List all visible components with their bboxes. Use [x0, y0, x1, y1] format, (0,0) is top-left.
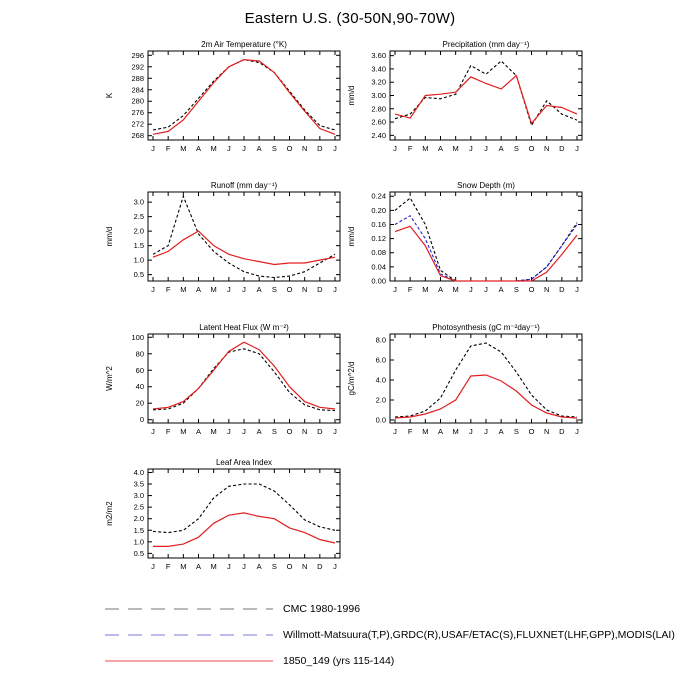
x-tick-label: M [180, 285, 187, 294]
x-tick-label: O [528, 427, 535, 436]
chart-title: Precipitation (mm day⁻¹) [442, 40, 530, 49]
y-tick-label: 1.5 [133, 241, 144, 251]
y-axis-label: m2/m2 [105, 501, 114, 526]
x-tick-label: J [393, 427, 397, 436]
chart-title: Latent Heat Flux (W m⁻²) [199, 323, 289, 332]
x-tick-label: A [498, 144, 504, 153]
chart-title: Snow Depth (m) [457, 181, 515, 190]
chart-svg [96, 321, 346, 451]
series-line [395, 343, 577, 417]
x-tick-label: J [575, 427, 579, 436]
x-tick-label: J [468, 285, 473, 294]
x-tick-label: A [498, 285, 504, 294]
x-tick-label: M [422, 285, 429, 294]
plot-frame [148, 334, 340, 423]
x-tick-label: J [468, 427, 473, 436]
x-tick-label: J [151, 562, 155, 571]
y-tick-label: 272 [131, 119, 144, 129]
chart-svg [338, 321, 588, 451]
chart-title: Photosynthesis (gC m⁻²day⁻¹) [432, 323, 540, 332]
x-tick-label: A [195, 285, 202, 294]
y-tick-label: 0.0 [375, 415, 386, 425]
x-tick-label: F [165, 285, 171, 294]
y-tick-label: 276 [131, 108, 144, 118]
series-line [153, 196, 335, 277]
x-tick-label: J [333, 285, 337, 294]
x-tick-label: J [242, 562, 246, 571]
x-tick-label: M [210, 144, 217, 153]
y-tick-label: 0.04 [371, 262, 386, 272]
y-tick-label: 292 [131, 62, 144, 72]
x-tick-label: A [437, 144, 444, 153]
y-axis-label: K [105, 92, 114, 99]
x-tick-label: A [256, 427, 262, 436]
x-tick-label: N [301, 427, 308, 436]
x-tick-label: N [301, 562, 308, 571]
chart-svg [338, 38, 588, 168]
x-tick-label: J [242, 427, 246, 436]
x-tick-label: J [226, 562, 231, 571]
x-tick-label: N [543, 427, 550, 436]
x-tick-label: A [195, 144, 202, 153]
y-tick-label: 1.5 [133, 525, 144, 535]
x-tick-label: J [468, 144, 473, 153]
x-tick-label: J [151, 285, 155, 294]
series-line [153, 60, 335, 135]
x-tick-label: N [543, 285, 550, 294]
x-tick-label: J [333, 562, 337, 571]
page-title: Eastern U.S. (30-50N,90-70W) [244, 10, 456, 27]
x-tick-label: A [437, 427, 444, 436]
series-line [153, 513, 335, 547]
y-tick-label: 3.00 [371, 91, 386, 100]
x-tick-label: O [528, 285, 535, 294]
x-tick-label: M [210, 427, 217, 436]
chart-leaf-area-index [96, 456, 346, 588]
y-tick-label: 2.5 [133, 502, 144, 512]
chart-title: Runoff (mm day⁻¹) [210, 181, 278, 190]
x-tick-label: N [301, 144, 308, 153]
x-tick-label: J [151, 144, 155, 153]
x-tick-label: M [210, 285, 217, 294]
x-tick-label: M [422, 144, 429, 153]
legend-item-model [103, 648, 693, 674]
chart-latent-heat-flux [96, 321, 346, 453]
x-tick-label: J [484, 144, 488, 153]
y-tick-label: 280 [131, 96, 144, 106]
chart-title: Leaf Area Index [215, 458, 273, 467]
y-tick-label: 1.0 [133, 537, 144, 547]
y-tick-label: 2.80 [371, 104, 386, 114]
x-tick-label: N [543, 144, 550, 153]
x-tick-label: J [484, 427, 488, 436]
x-tick-label: D [559, 285, 565, 294]
y-tick-label: 296 [131, 50, 144, 60]
y-tick-label: 4.0 [375, 375, 386, 385]
series-line [153, 231, 335, 264]
y-tick-label: 3.0 [133, 197, 144, 207]
y-tick-label: 288 [131, 73, 144, 83]
x-tick-label: F [407, 285, 413, 294]
x-tick-label: D [317, 285, 323, 294]
x-tick-label: S [271, 285, 277, 294]
x-tick-label: J [575, 144, 579, 153]
legend-item-cmc [103, 596, 693, 622]
x-tick-label: J [333, 144, 337, 153]
x-tick-label: S [271, 144, 277, 153]
y-tick-label: 3.20 [371, 77, 386, 87]
y-axis-label: mm/d [105, 226, 114, 247]
y-tick-label: 2.0 [133, 514, 144, 524]
series-line [153, 349, 335, 411]
y-tick-label: 20 [135, 398, 144, 408]
x-tick-label: F [165, 144, 171, 153]
x-tick-label: S [513, 427, 519, 436]
x-tick-label: F [407, 427, 413, 436]
y-tick-label: 2.0 [375, 395, 386, 405]
chart-photosynthesis [338, 321, 588, 453]
series-line [153, 342, 335, 409]
x-tick-label: M [452, 144, 459, 153]
x-tick-label: O [528, 144, 535, 153]
chart-svg [96, 38, 346, 168]
series-line [153, 484, 335, 533]
x-tick-label: A [256, 285, 262, 294]
x-tick-label: A [256, 144, 262, 153]
x-tick-label: D [559, 144, 565, 153]
y-tick-label: 3.5 [133, 479, 144, 489]
legend-line-model [103, 655, 275, 667]
x-tick-label: O [286, 144, 293, 153]
x-tick-label: D [317, 144, 323, 153]
series-line [395, 61, 577, 125]
y-axis-label: mm/d [347, 226, 356, 247]
legend-item-willmott [103, 622, 693, 648]
y-tick-label: 3.0 [133, 491, 144, 501]
x-tick-label: J [484, 285, 488, 294]
y-tick-label: 2.0 [133, 226, 144, 236]
x-tick-label: M [452, 427, 459, 436]
x-tick-label: J [242, 285, 246, 294]
x-tick-label: J [226, 144, 231, 153]
y-tick-label: 2.5 [133, 212, 144, 222]
legend-line-willmott [103, 629, 275, 641]
y-axis-label: mm/d [347, 85, 356, 106]
x-tick-label: M [180, 427, 187, 436]
x-tick-label: M [452, 285, 459, 294]
y-tick-label: 268 [131, 131, 144, 141]
legend-line-cmc [103, 603, 275, 615]
x-tick-label: J [242, 144, 246, 153]
x-tick-label: O [286, 285, 293, 294]
y-tick-label: 80 [135, 349, 144, 359]
chart-title: 2m Air Temperature (°K) [201, 40, 287, 49]
y-tick-label: 0.08 [371, 248, 386, 258]
y-tick-label: 284 [131, 85, 144, 95]
y-tick-label: 0.12 [371, 234, 386, 244]
chart-runoff [96, 179, 346, 311]
legend-label-model: 1850_149 (yrs 115-144) [283, 655, 395, 667]
y-tick-label: 8.0 [375, 335, 386, 345]
x-tick-label: J [226, 285, 231, 294]
x-tick-label: F [165, 427, 171, 436]
x-tick-label: J [393, 285, 397, 294]
y-tick-label: 60 [135, 365, 144, 375]
x-tick-label: O [286, 427, 293, 436]
plot-frame [390, 334, 582, 423]
series-line [395, 76, 577, 124]
chart-svg [96, 179, 346, 309]
legend [103, 596, 693, 674]
y-tick-label: 0.5 [133, 270, 144, 280]
chart-svg [96, 456, 346, 586]
x-tick-label: S [513, 285, 519, 294]
x-tick-label: D [317, 562, 323, 571]
chart-snow-depth [338, 179, 588, 311]
x-tick-label: A [437, 285, 444, 294]
y-tick-label: 100 [131, 332, 144, 342]
x-tick-label: J [333, 427, 337, 436]
x-tick-label: N [301, 285, 308, 294]
y-tick-label: 0.00 [371, 276, 386, 286]
x-tick-label: M [180, 562, 187, 571]
y-axis-label: W/m^2 [105, 366, 114, 391]
x-tick-label: S [271, 562, 277, 571]
chart-svg [338, 179, 588, 309]
y-tick-label: 4.0 [133, 467, 144, 477]
y-tick-label: 40 [135, 382, 144, 392]
plot-frame [148, 51, 340, 140]
plot-frame [148, 192, 340, 281]
x-tick-label: M [210, 562, 217, 571]
x-tick-label: S [513, 144, 519, 153]
y-tick-label: 0 [139, 415, 144, 425]
x-tick-label: J [575, 285, 579, 294]
y-axis-label: gC/m^2/d [347, 361, 356, 396]
y-tick-label: 2.40 [371, 130, 386, 140]
x-tick-label: A [195, 427, 202, 436]
y-tick-label: 3.60 [371, 51, 386, 61]
plot-frame [390, 51, 582, 140]
chart-precipitation [338, 38, 588, 170]
legend-label-willmott: Willmott-Matsuura(T,P),GRDC(R),USAF/ETAC(S),FLUXNET(LHF,GPP),MODIS(LAI) [283, 629, 675, 641]
legend-label-cmc: CMC 1980-1996 [283, 603, 361, 615]
y-tick-label: 6.0 [375, 355, 386, 365]
x-tick-label: J [226, 427, 231, 436]
y-tick-label: 0.5 [133, 548, 144, 558]
x-tick-label: J [393, 144, 397, 153]
x-tick-label: F [165, 562, 171, 571]
x-tick-label: M [422, 427, 429, 436]
x-tick-label: J [151, 427, 155, 436]
y-tick-label: 0.24 [371, 191, 386, 201]
x-tick-label: F [407, 144, 413, 153]
x-tick-label: A [498, 427, 504, 436]
x-tick-label: D [559, 427, 565, 436]
y-tick-label: 0.16 [371, 219, 386, 229]
x-tick-label: A [256, 562, 262, 571]
x-tick-label: A [195, 562, 202, 571]
series-line [395, 226, 577, 281]
y-tick-label: 1.0 [133, 255, 144, 265]
x-tick-label: S [271, 427, 277, 436]
series-line [395, 216, 577, 281]
x-tick-label: D [317, 427, 323, 436]
x-tick-label: M [180, 144, 187, 153]
chart-air-temperature [96, 38, 346, 170]
x-tick-label: O [286, 562, 293, 571]
y-tick-label: 0.20 [371, 205, 386, 215]
y-tick-label: 2.60 [371, 117, 386, 127]
series-line [153, 60, 335, 130]
y-tick-label: 3.40 [371, 64, 386, 74]
